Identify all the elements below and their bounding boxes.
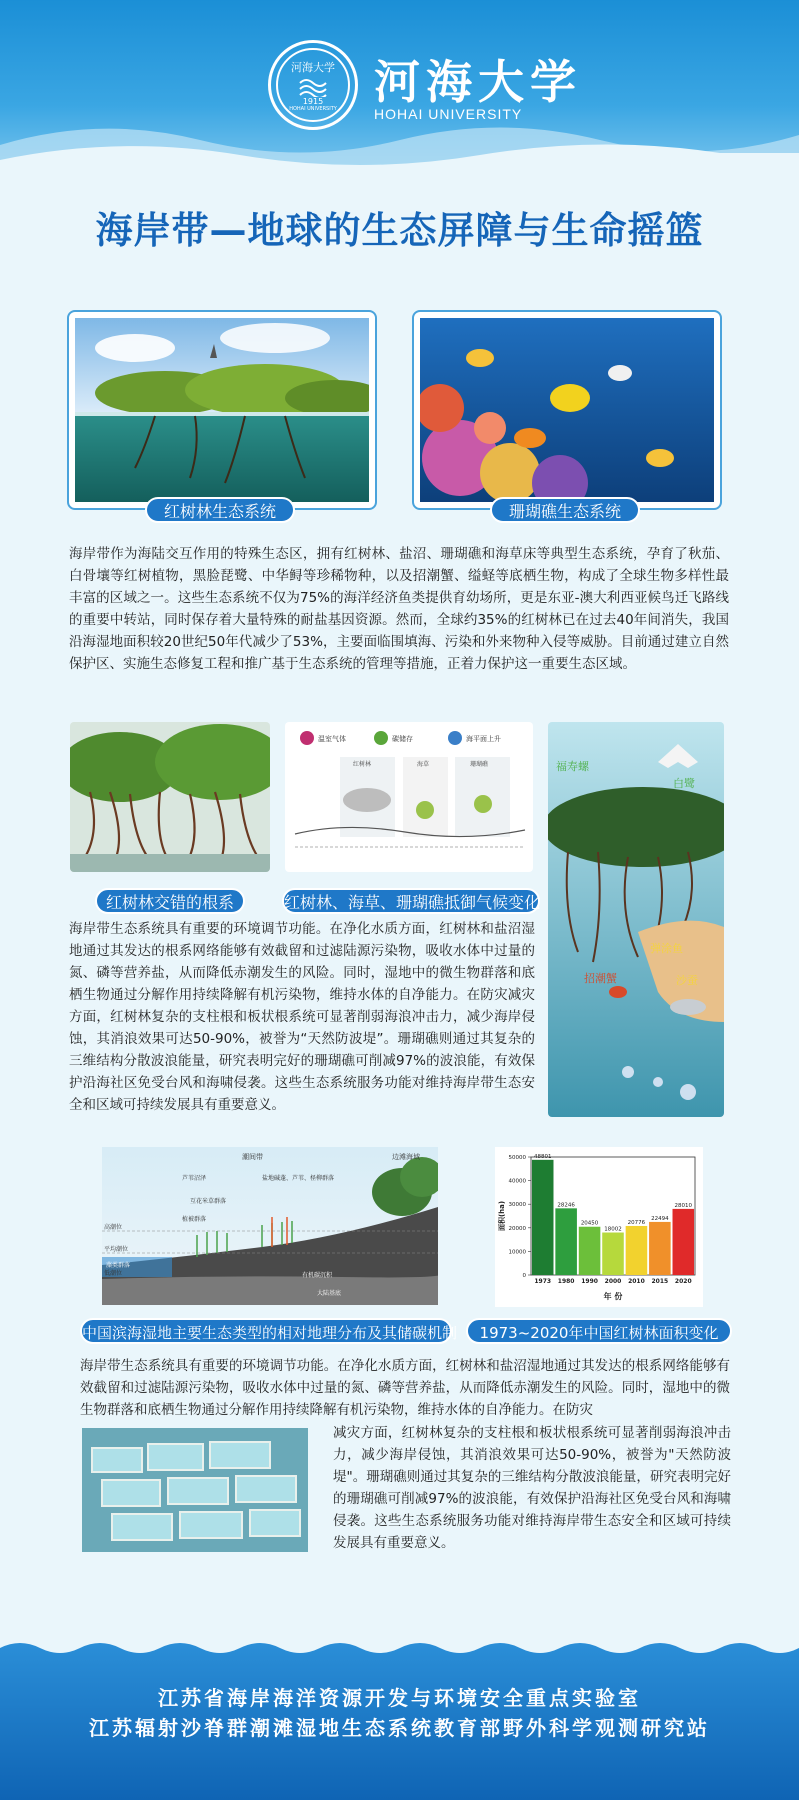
bar	[532, 1160, 554, 1275]
diagram-label-mangrove: 红树林	[353, 761, 372, 768]
illustration-label-fiddler-crab: 招潮蟹	[584, 972, 617, 985]
x-tick-label: 1973	[534, 1278, 552, 1285]
x-tick-label: 2000	[604, 1278, 622, 1285]
wetland-label-spartina: 互花米草群落	[190, 1198, 227, 1205]
bar-value-label: 28246	[557, 1202, 575, 1209]
regulation-paragraph-side: 减灾方面，红树林复杂的支柱根和板状根系统可显著削弱海浪冲击力，减少海岸侵蚀，其消浪效果可达50-90%，被誉为"天然防波堤"。珊瑚礁则通过其复杂的三维结构分散波浪能量，研究表明完好的珊瑚礁可削减97%的波浪能，有效保护沿海社区免受台风和海啸侵袭。这些生态系统服务功能对维持海岸带生态安全和区域可持续发展具有重要意义。	[333, 1425, 731, 1551]
wetland-label-reed-marsh: 芦苇沼泽	[182, 1175, 207, 1182]
bar-value-label: 20776	[627, 1219, 646, 1226]
y-tick-label: 10000	[508, 1249, 526, 1256]
x-tick-label: 2015	[651, 1278, 669, 1285]
wetland-label-vegetation: 植被群落	[182, 1216, 207, 1223]
caption-climate-defense: 红树林、海草、珊瑚礁抵御气候变化	[282, 888, 540, 914]
caption-wetland-distribution: 中国滨海湿地主要生态类型的相对地理分布及其储碳机制	[80, 1318, 452, 1344]
diagram-label-seagrass: 海草	[417, 761, 430, 768]
wetland-label-organic-carbon: 有机碳沉积	[302, 1272, 333, 1279]
diagram-label-sea-level: 海平面上升	[466, 735, 501, 743]
footer-wave	[0, 1640, 799, 1664]
mangrove-area-chart-svg	[495, 1147, 703, 1307]
university-seal	[268, 40, 358, 130]
aquaculture-ponds-photo	[82, 1428, 308, 1552]
wetland-carbon-diagram	[102, 1147, 438, 1305]
bar-value-label: 20450	[580, 1220, 599, 1227]
y-tick-label: 20000	[508, 1225, 526, 1232]
caption-mangrove-roots: 红树林交错的根系	[95, 888, 245, 914]
bar	[602, 1233, 624, 1275]
wetland-label-mean-tide: 平均潮位	[104, 1246, 129, 1253]
regulation-paragraph-top: 海岸带生态系统具有重要的环境调节功能。在净化水质方面，红树林和盐沼湿地通过其发达的根系网络能够有效截留和过滤陆源污染物，吸收水体中过量的氮、磷等营养盐，从而降低赤潮发生的风险。同时，湿地中的微生物群落和底栖生物通过分解作用持续降解有机污染物，维持水体的自净能力。在防灾	[80, 1358, 730, 1418]
university-name: 河海大学	[374, 55, 582, 109]
seal-english: HOHAI UNIVERSITY	[289, 105, 337, 112]
bar-value-label: 28010	[674, 1202, 693, 1209]
bar	[673, 1209, 695, 1275]
y-tick-label: 30000	[508, 1202, 526, 1209]
seal-year: 1915	[302, 96, 324, 106]
university-english-name: HOHAI UNIVERSITY	[374, 106, 523, 122]
illustration-label-apple-snail: 福寿螺	[556, 760, 589, 773]
university-logo	[268, 40, 582, 130]
x-tick-label: 1990	[581, 1278, 598, 1285]
caption-mangrove-ecosystem: 红树林生态系统	[145, 497, 295, 523]
illustration-label-mudskipper: 弹涂鱼	[650, 942, 683, 955]
bar	[579, 1227, 601, 1275]
bar	[626, 1226, 648, 1275]
wetland-label-intertidal: 潮间带	[242, 1153, 263, 1161]
wetland-label-low-tide: 低潮位	[104, 1270, 123, 1277]
coral-photo	[420, 318, 714, 502]
intro-paragraph: 海岸带作为海陆交互作用的特殊生态区，拥有红树林、盐沼、珊瑚礁和海草床等典型生态系统，孕育了秋茄、白骨壤等红树植物，黑脸琵鹭、中华鲟等珍稀物种，以及招潮蟹、缢蛏等底栖生物，构成了全球生物多样性最丰富的区域之一。这些生态系统不仅为75%的海洋经济鱼类提供育幼场所，更是东亚-澳大利西亚候鸟迁飞路线的重要中转站，同时保存着大量特殊的耐盐基因资源。然而，全球约35%的红树林已在过去40年间消失，我国沿海湿地面积较20世纪50年代减少了53%，主要面临围填海、污染和外来物种入侵等威胁。目前通过建立自然保护区、实施生态修复工程和推广基于生态系统的管理等措施，正着力保护这一重要生态区域。	[69, 546, 729, 672]
bar-value-label: 22494	[651, 1215, 669, 1222]
x-axis-label: 年 份	[603, 1292, 623, 1301]
y-tick-label: 50000	[508, 1155, 526, 1161]
wetland-label-algae: 藻类群落	[106, 1262, 131, 1269]
wetland-label-suaeda: 盐地碱蓬、芦苇、柽柳群落	[262, 1175, 335, 1182]
page-title: 海岸带—地球的生态屏障与生命摇篮	[95, 209, 704, 252]
caption-coral-ecosystem: 珊瑚礁生态系统	[490, 497, 640, 523]
environment-paragraph: 海岸带生态系统具有重要的环境调节功能。在净化水质方面，红树林和盐沼湿地通过其发达的根系网络能够有效截留和过滤陆源污染物，吸收水体中过量的氮、磷等营养盐，从而降低赤潮发生的风险。同时，湿地中的微生物群落和底栖生物通过分解作用持续降解有机污染物，维持水体的自净能力。在防灾减灾方面，红树林复杂的支柱根和板状根系统可显著削弱海浪冲击力，减少海岸侵蚀，其消浪效果可达50-90%，被誉为“天然防波堤”。珊瑚礁则通过其复杂的三维结构分散波浪能量，研究表明完好的珊瑚礁可削减97%的波浪能，有效保护沿海社区免受台风和海啸侵袭。这些生态系统服务功能对维持海岸带生态安全和区域可持续发展具有重要意义。	[69, 921, 535, 1113]
bar-value-label: 48801	[533, 1153, 552, 1160]
climate-diagram	[285, 722, 533, 872]
y-axis-label: 面积(ha)	[498, 1200, 506, 1232]
header-banner	[0, 0, 799, 175]
diagram-label-carbon: 碳储存	[392, 735, 413, 743]
mangrove-roots-photo	[70, 722, 270, 872]
bar	[649, 1222, 671, 1275]
y-tick-label: 40000	[508, 1178, 526, 1185]
mangrove-area-chart	[495, 1147, 703, 1307]
x-tick-label: 2010	[628, 1278, 645, 1285]
coastal-life-illustration	[548, 722, 724, 1117]
mangrove-photo	[75, 318, 369, 502]
x-tick-label: 1980	[557, 1278, 575, 1285]
seal-wave-icon	[298, 75, 328, 97]
footer-lab-name: 江苏省海岸海洋资源开发与环境安全重点实验室	[158, 1686, 641, 1710]
footer-banner	[0, 1640, 799, 1800]
mangrove-photo-frame	[67, 310, 377, 510]
caption-mangrove-area-change: 1973~2020年中国红树林面积变化	[466, 1318, 732, 1344]
bar	[555, 1208, 577, 1275]
x-tick-label: 2020	[674, 1278, 692, 1285]
diagram-label-ghg: 温室气体	[318, 735, 346, 743]
bar-value-label: 18002	[604, 1226, 622, 1233]
diagram-label-coral: 珊瑚礁	[470, 761, 489, 768]
seal-text: 河海大学	[291, 60, 335, 74]
illustration-label-sandworm: 沙蚕	[676, 974, 698, 987]
illustration-label-egret: 白鹭	[673, 777, 695, 790]
coral-photo-frame	[412, 310, 722, 510]
wetland-label-high-tide: 高潮位	[104, 1224, 123, 1231]
y-tick-label: 0	[522, 1273, 526, 1279]
wetland-label-bedrock: 大陆基底	[317, 1290, 342, 1297]
footer-station-name: 江苏辐射沙脊群潮滩湿地生态系统教育部野外科学观测研究站	[89, 1716, 710, 1740]
wetland-label-edge-sea: 边滩海域	[392, 1153, 420, 1161]
